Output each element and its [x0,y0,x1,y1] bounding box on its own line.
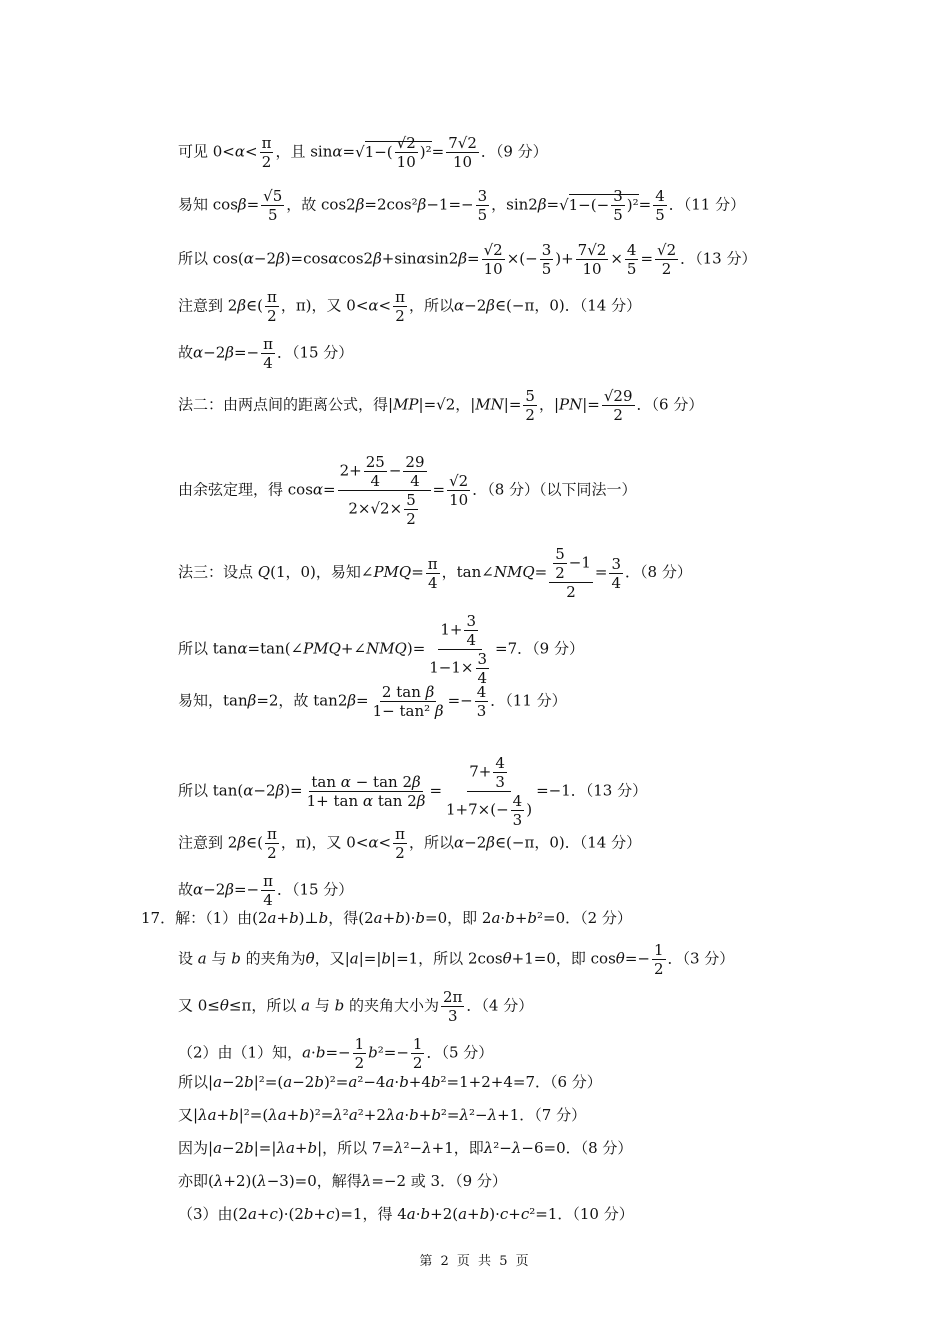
line-4: 注意到 2β∈( $\frac{\pi}{2}$ ，π)，又 0<α< $\frac{\pi}{2}$ ，所以α−2β∈(−π，0)．（14 分） [178,288,642,325]
line-10: 易知，tanβ=2，故 tan2β= $\frac{\text{2 tan β}}{\text{1− tan² β}}$ =− $\frac{4}{3}$ ．（11 分） [178,683,567,720]
line-18: 所以|a−2b|²=(a−2b)²=a²−4a·b+4b²=1+2+4=7．（6 分） [178,1073,602,1091]
line-6: 法二：由两点间的距离公式，得|MP|=√2，|MN|= $\frac{5}{2}$ ，|PN|= $\frac{√29}{2}$ ．（6 分） [178,387,704,424]
line-3: 所以 cos(α−2β)=cosαcos2β+sinαsin2β= $\frac{√2}{10}$ ×(− $\frac{3}{5}$ )+ $\frac{7√2}{10}$ × $\frac{4}{5}$ = $\frac{√2}{2}$ ．（13 分） [178,241,757,278]
line-11: 所以 tan(α−2β)= $\frac{\text{tan α − tan 2β}}{\text{1+ tan α tan 2β}}$ = 7+ $\frac{4}{3}$ 1+7×(− $\frac{4}{3}$ ) =−1．（13 分） [178,754,648,829]
line-20: 因为|a−2b|=|λa+b|，所以 7=λ²−λ+1，即λ²−λ−6=0．（8 分） [178,1139,633,1157]
line-21: 亦即(λ+2)(λ−3)=0，解得λ=−2 或 3．（9 分） [178,1172,507,1190]
line-13: 故α−2β=− $\frac{\pi}{4}$ ．（15 分） [178,872,354,909]
line-14: 17．解：（1）由(2a+b)⊥b，得(2a+b)·b=0，即 2a·b+b²=0．（2 分） [141,909,632,927]
line-5: 故α−2β=− $\frac{\pi}{4}$ ．（15 分） [178,335,354,372]
line-7: 由余弦定理，得 cosα= 2+ $\frac{25}{4}$ − $\frac{29}{4}$ 2×√2× $\frac{5}{2}$ = $\frac{√2}{10}$ ．（8 分）（以下同法一） [178,453,637,528]
line-17: （2）由（1）知，a·b=− $\frac{1}{2}$ b²=− $\frac{1}{2}$ ．（5 分） [178,1035,494,1072]
page-footer: 第 2 页 共 5 页 [419,1254,531,1269]
line-8: 法三：设点 Q(1，0)，易知∠PMQ= $\frac{\pi}{4}$ ，tan∠NMQ= $\frac{5}{2}$ −1 2 = $\frac{3}{4}$ ．（8 分） [178,545,692,601]
line-12: 注意到 2β∈( $\frac{\pi}{2}$ ，π)，又 0<α< $\frac{\pi}{2}$ ，所以α−2β∈(−π，0)．（14 分） [178,825,642,862]
line-1: 可见 0<α< $\frac{\pi}{2}$ ，且 sinα=√ 1−( $\frac{√2}{10}$ )²= $\frac{7√2}{10}$ ．（9 分） [178,134,548,171]
line-19: 又|λa+b|²=(λa+b)²=λ²a²+2λa·b+b²=λ²−λ+1．（7 分） [178,1106,587,1124]
line-2: 易知 cosβ= $\frac{√5}{5}$ ，故 cos2β=2cos²β−1=− $\frac{3}{5}$ ，sin2β=√ 1−(− $\frac{3}{5}$ )²= $\frac{4}{5}$ ．（11 分） [178,187,745,224]
line-9: 所以 tanα=tan(∠PMQ+∠NMQ)= 1+ $\frac{3}{4}$ 1−1× $\frac{3}{4}$ =7．（9 分） [178,612,584,687]
line-16: 又 0≤θ≤π，所以 a 与 b 的夹角大小为 $\frac{2\pi}{3}$ ．（4 分） [178,988,534,1025]
line-15: 设 a 与 b 的夹角为θ，又|a|=|b|=1，所以 2cosθ+1=0，即 cosθ=− $\frac{1}{2}$ ．（3 分） [178,941,735,978]
line-22: （3）由(2a+c)·(2b+c)=1，得 4a·b+2(a+b)·c+c²=1．（10 分） [178,1205,634,1223]
